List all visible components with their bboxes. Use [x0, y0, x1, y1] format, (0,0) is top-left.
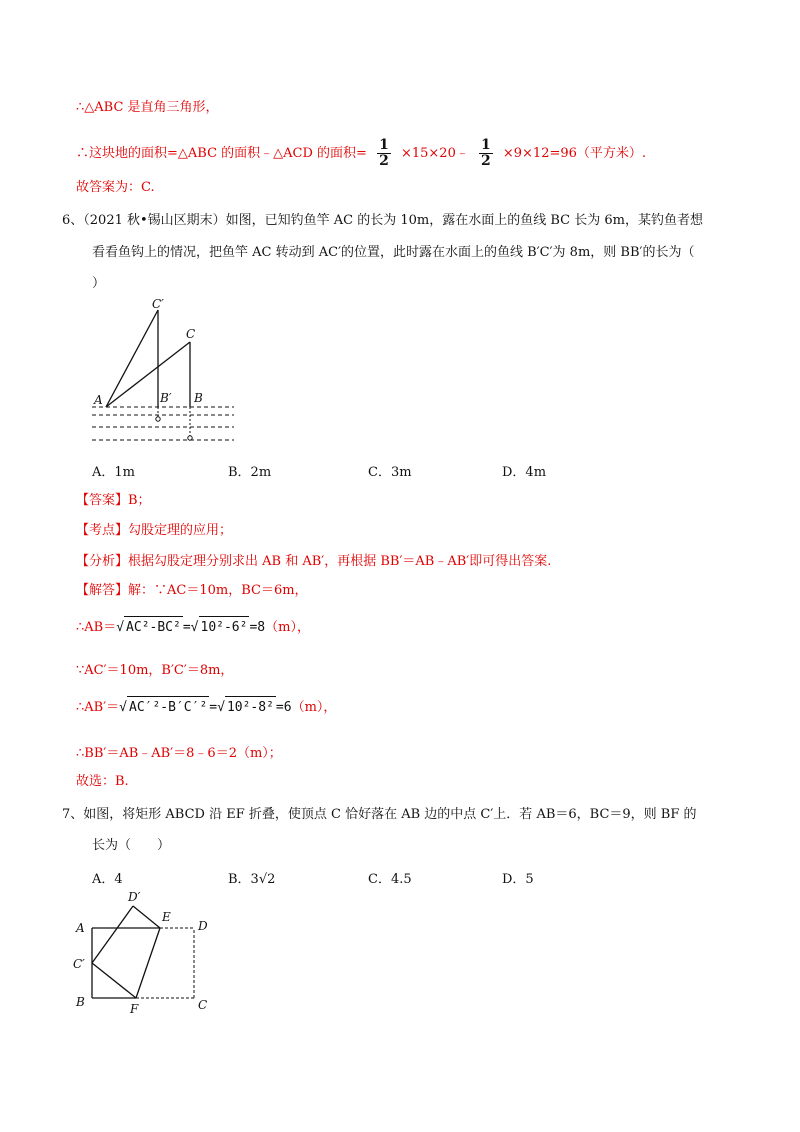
fraction-numerator: 1 [379, 137, 389, 153]
label-b: B [194, 391, 203, 405]
q6-solution-start: 【解答】解：∵AC＝10m，BC＝6m， [76, 583, 308, 598]
q6-analysis: 【分析】根据勾股定理分别求出 AB 和 AB′，再根据 BB′＝AB﹣AB′即可得出答案. [76, 554, 552, 569]
radicand: 10²-6² [199, 616, 250, 639]
fold-line-ef [136, 928, 160, 998]
label-d-prime: D′ [128, 890, 141, 904]
sqrt-ab-2: √ 10²-6² [191, 620, 250, 635]
segment-c-prime-d-prime [92, 906, 133, 963]
hook-1 [156, 417, 160, 421]
label-c-prime: C′ [73, 957, 85, 971]
sqrt-abp-1: √ AC′²-B′C′² [119, 700, 209, 715]
fraction-numerator: 1 [480, 137, 491, 153]
equals: = [182, 620, 191, 635]
q6-bb-line: ∴BB′＝AB﹣AB′＝8﹣6＝2（m）； [76, 746, 282, 761]
q6-given-2: ∵AC′＝10m，B′C′＝8m， [76, 663, 234, 678]
sqrt-ab-1: √ AC²-BC² [116, 620, 183, 635]
label-a: A [76, 921, 85, 935]
q7-option-a: A．4 [92, 872, 123, 887]
area-prefix: ∴这块地的面积=△ABC 的面积﹣△ACD 的面积= [76, 146, 367, 161]
radicand: AC²-BC² [124, 616, 183, 639]
label-e: E [162, 910, 171, 924]
prev-answer-line: 故答案为：C. [76, 180, 155, 195]
abp-prefix: ∴AB′＝ [76, 700, 120, 715]
q6-fishing-rod-figure [88, 296, 238, 448]
label-c-prime: C′ [152, 297, 164, 311]
fraction-half-1 [377, 138, 391, 169]
q7-option-c: C．4.5 [368, 872, 412, 887]
q6-option-c: C．3m [368, 465, 412, 480]
q6-answer: 【答案】B； [76, 493, 151, 508]
q6-stem-line-3: ） [92, 276, 106, 291]
prev-area-line [76, 138, 646, 169]
ab-prefix: ∴AB＝ [76, 620, 117, 635]
label-b: B [76, 995, 85, 1009]
unit: （m）， [291, 700, 337, 715]
fraction-half-2 [479, 138, 493, 169]
label-c: C [186, 327, 196, 341]
label-f: F [130, 1002, 139, 1016]
q6-choose: 故选：B. [76, 774, 129, 789]
sqrt-abp-2: √ 10²-8² [217, 700, 276, 715]
result: =6 [275, 700, 292, 715]
radicand: AC′²-B′C′² [127, 696, 209, 719]
rod-ac [106, 342, 190, 407]
fraction-denominator: 2 [480, 153, 491, 169]
result: =8 [249, 620, 266, 635]
q6-kaodian: 【考点】勾股定理的应用； [76, 523, 233, 538]
area-mid: ×15×20﹣ [400, 146, 469, 161]
q6-ab-calc [76, 616, 310, 639]
label-d: D [198, 919, 208, 933]
prev-conclusion-line: ∴△ABC 是直角三角形， [76, 100, 219, 115]
rod-ac-prime [106, 310, 158, 407]
q7-rectangle-fold-figure [70, 888, 220, 1020]
q7-option-d: D．5 [502, 872, 534, 887]
q6-option-d: D．4m [502, 465, 547, 480]
q6-stem-line-2: 看看鱼钩上的情况，把鱼竿 AC 转动到 AC′的位置，此时露在水面上的鱼线 B′C′为 8m，则 BB′的长为（ [92, 245, 695, 260]
label-c: C [198, 998, 208, 1012]
label-a: A [94, 393, 103, 407]
q6-option-b: B．2m [228, 465, 272, 480]
q7-stem-line-1: 7、如图，将矩形 ABCD 沿 EF 折叠，使顶点 C 恰好落在 AB 边的中点 C′上．若 AB＝6，BC＝9，则 BF 的 [62, 807, 697, 822]
segment-d-prime-e [133, 906, 160, 928]
equals: = [209, 700, 218, 715]
q6-stem-line-1: 6、（2021 秋•锡山区期末）如图，已知钓鱼竿 AC 的长为 10m，露在水面上的鱼线 BC 长为 6m，某钓鱼者想 [62, 213, 703, 228]
radicand: 10²-8² [225, 696, 276, 719]
segment-c-prime-f [92, 963, 136, 998]
q6-abp-calc [76, 696, 336, 719]
area-suffix: ×9×12=96（平方米）. [502, 146, 647, 161]
q6-option-a: A．1m [92, 465, 135, 480]
unit: （m）， [265, 620, 310, 635]
q7-option-b: B．3√2 [228, 872, 276, 887]
label-b-prime: B′ [160, 391, 172, 405]
fraction-denominator: 2 [379, 153, 389, 169]
q7-stem-line-2: 长为（ ） [92, 838, 171, 853]
